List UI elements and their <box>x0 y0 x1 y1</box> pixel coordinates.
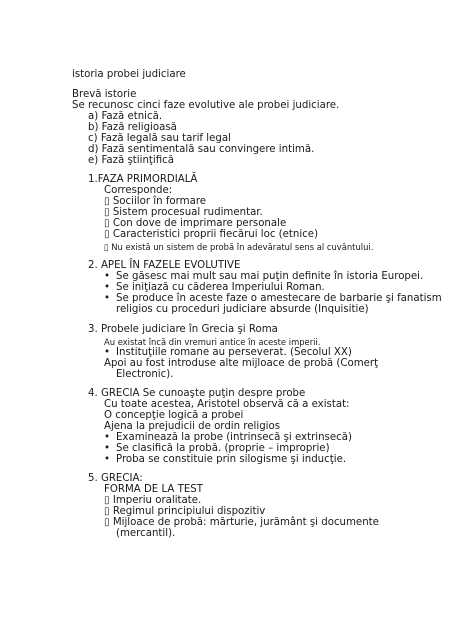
section-2-bullet-1: Se găsesc mai mult sau mai puţin definite în istoria Europei. <box>116 271 424 282</box>
section-4-line: O concepţie logică a probei <box>104 410 244 421</box>
section-5-title: 5. GRECIA: <box>88 473 143 484</box>
bullet-icon: • <box>104 282 111 293</box>
section-1-item: ▯ Sistem procesual rudimentar. <box>104 207 263 218</box>
section-4-bullet-3: Proba se constituie prin silogisme şi inducţie. <box>116 454 347 465</box>
section-4-line: Ajena la prejudicii de ordin religios <box>104 421 281 432</box>
section-1-title: 1.FAZA PRIMORDIALĂ <box>88 174 198 185</box>
section-5-item: ▯ Mijloace de probă: mărturie, jurământ şi documente <box>104 517 379 528</box>
section-5-subtitle: FORMA DE LA TEST <box>104 484 203 495</box>
section-1-item: ▯ Nu există un sistem de probă în adevăratul sens al cuvântului. <box>104 242 374 252</box>
section-4-bullet-2: Se clasifică la probă. (proprie – improprie) <box>116 443 330 454</box>
bullet-icon: • <box>104 454 111 465</box>
section-1-subtitle: Corresponde: <box>104 185 173 196</box>
section-1-item: ▯ Sociilor în formare <box>104 196 207 207</box>
intro-item: c) Fază legală sau tarif legal <box>88 133 231 144</box>
bullet-icon: • <box>104 293 111 304</box>
section-1-item: ▯ Caracteristici proprii fiecărui loc (etnice) <box>104 229 319 240</box>
section-3-line: Apoi au fost introduse alte mijloace de probă (Comerţ <box>104 358 379 369</box>
bullet-icon: • <box>104 443 111 454</box>
intro-text: Se recunosc cinci faze evolutive ale probei judiciare. <box>72 100 340 111</box>
section-5-tail: (mercantil). <box>116 528 176 539</box>
intro-heading: Brevă istorie <box>72 89 137 100</box>
section-3-line: Au existat încă din vremuri antice în aceste imperii. <box>104 337 321 347</box>
section-2-bullet-3: Se produce în aceste faze o amestecare de barbarie şi fanatism <box>116 293 442 304</box>
section-5-item: ▯ Imperiu oralitate. <box>104 495 202 506</box>
section-2-bullet-3-cont: religios cu proceduri judiciare absurde (Inquisitie) <box>116 304 369 315</box>
section-4-line: Cu toate acestea, Aristotel observă că a existat: <box>104 399 350 410</box>
bullet-icon: • <box>104 271 111 282</box>
intro-item: d) Fază sentimentală sau convingere intimă. <box>88 144 315 155</box>
intro-item: e) Fază ştiinţifică <box>88 155 174 166</box>
section-4-bullet-1: Examinează la probe (intrinsecă şi extrinsecă) <box>116 432 352 443</box>
intro-item: b) Fază religioasă <box>88 122 177 133</box>
section-1-item: ▯ Con dove de imprimare personale <box>104 218 287 229</box>
section-2-title: 2. APEL ÎN FAZELE EVOLUTIVE <box>88 260 241 271</box>
section-3-title: 3. Probele judiciare în Grecia şi Roma <box>88 324 278 335</box>
document-title: istoria probei judiciare <box>72 69 186 80</box>
bullet-icon: • <box>104 432 111 443</box>
bullet-icon: • <box>104 347 111 358</box>
section-2-bullet-2: Se iniţiază cu căderea Imperiului Roman. <box>116 282 325 293</box>
section-3-line: Electronic). <box>116 369 174 380</box>
section-5-item: ▯ Regimul principiului dispozitiv <box>104 506 266 517</box>
section-3-bullet: Instituţiile romane au perseverat. (Secolul XX) <box>116 347 352 358</box>
section-4-title: 4. GRECIA Se cunoaşte puţin despre probe <box>88 388 306 399</box>
intro-item: a) Fază etnică. <box>88 111 163 122</box>
